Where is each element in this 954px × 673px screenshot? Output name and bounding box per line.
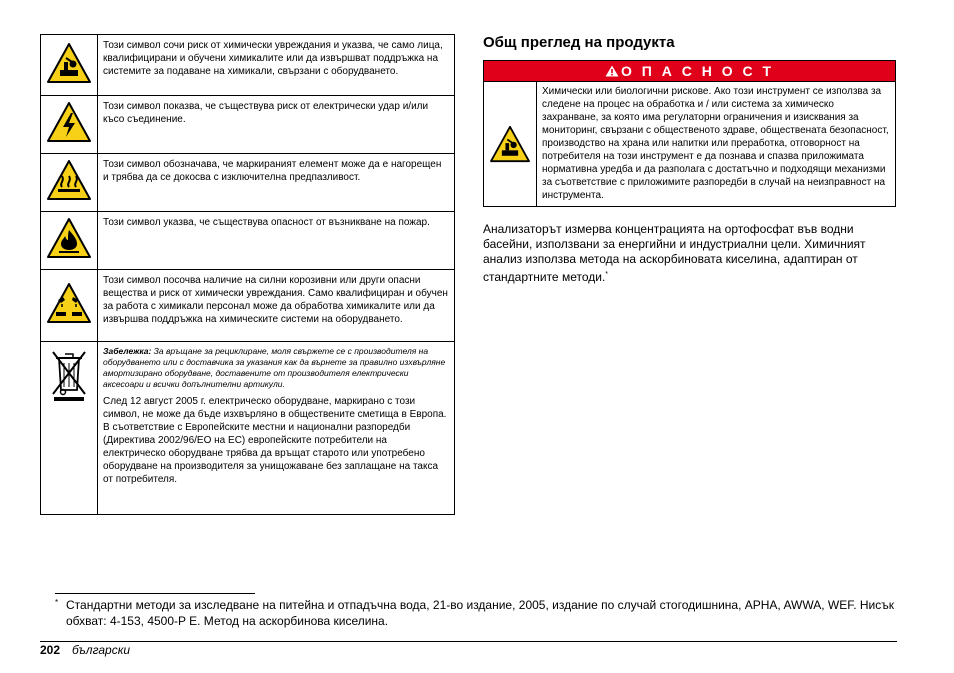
weee-crossed-bin-icon bbox=[50, 348, 88, 402]
hot-surface-icon bbox=[46, 159, 92, 201]
symbol-cell bbox=[41, 96, 98, 154]
symbol-description: Този символ обозначава, че маркираният елемент може да е нагорещен и трябва да се докосва с изключителна предпазливост. bbox=[98, 154, 455, 212]
fire-hazard-icon bbox=[46, 217, 92, 259]
symbol-description bbox=[98, 342, 455, 515]
danger-icon-cell bbox=[484, 82, 537, 206]
warning-triangle-icon bbox=[605, 65, 619, 77]
danger-label: О П А С Н О С Т bbox=[620, 63, 775, 79]
paragraph-text: Анализаторът измерва концентрацията на ортофосфат във водни басейни, използвани за енергийни и индустриални цели. Химичният анализ използва метода на аскорбиновата киселина, адаптиран от стандартните методи. bbox=[483, 222, 866, 284]
page-footer-divider bbox=[40, 641, 897, 642]
page-number: 202 bbox=[40, 643, 61, 657]
symbol-description: Този символ сочи риск от химически увреждания и указва, че само лица, квалифицирани и обучени химикалите или да извършват поддръжка на системите за подаване на химикали, свързани с оборудването. bbox=[98, 35, 455, 96]
symbol-cell bbox=[41, 154, 98, 212]
note-label: Забележка: bbox=[103, 346, 152, 356]
footnote-reference: * bbox=[605, 271, 609, 278]
weee-text: След 12 август 2005 г. електрическо оборудване, маркирано с този символ, не може да бъде изхвърляно в обществените сметища в Европа. В съответствие с Европейските местни и национални разпоредби (Директива 2002/96/ЕО на ЕС) европейските потребители на електрическо оборудване трябва да връщат старото или употребено оборудване на производителя за унищожаване без заплащане на такса от потребителя. bbox=[103, 396, 447, 485]
table-row bbox=[41, 270, 455, 342]
language-label: български bbox=[72, 643, 131, 657]
danger-box bbox=[483, 60, 896, 207]
footnote-divider bbox=[55, 593, 255, 594]
table-row bbox=[41, 96, 455, 154]
footnote-text: Стандартни методи за изследване на питейна и отпадъчна вода, 21-во издание, 2005, издание по случай стогодишнина, APHA, AWWA, WEF. Нисък обхват: 4-153, 4500-P E. Метод на аскорбинова киселина. bbox=[66, 598, 894, 628]
danger-text: Химически или биологични рискове. Ако този инструмент се използва за следене на процес на обработка и / или система за химическо захранване, за която има регулаторни ограничения и изисквания за мониторинг, свързани с общественото здраве, обществената безопасност, производство на храна или напитки или преработка, отговорност на потребителя на този инструмент е да познава и спазва приложимата нормативна уредба и да разполага с достатъчно и подходящи механизми за съответствие с приложимите разпоредби в случай на неизправност на инструмента. bbox=[542, 86, 889, 201]
table-row bbox=[41, 212, 455, 270]
chemical-hazard-icon bbox=[46, 42, 92, 84]
safety-symbols-table bbox=[40, 34, 455, 515]
symbol-cell bbox=[41, 342, 98, 515]
symbol-cell bbox=[41, 35, 98, 96]
footnote bbox=[55, 597, 915, 629]
danger-header bbox=[484, 61, 895, 82]
product-overview-paragraph bbox=[483, 222, 897, 285]
table-row bbox=[41, 342, 455, 515]
symbol-description: Този символ показва, че съществува риск от електрически удар и/или късо съединение. bbox=[98, 96, 455, 154]
electrical-hazard-icon bbox=[46, 101, 92, 143]
table-row bbox=[41, 154, 455, 212]
symbol-cell bbox=[41, 212, 98, 270]
danger-body bbox=[484, 82, 895, 206]
corrosive-hazard-icon bbox=[46, 282, 92, 324]
symbol-description: Този символ указва, че съществува опасност от възникване на пожар. bbox=[98, 212, 455, 270]
symbol-description: Този символ посочва наличие на силни корозивни или други опасни вещества и риск от химически увреждания. Само квалифициран и обучен за работа с химикали персонал може да обработва химикалите или да извършва поддръжка на химическите системи на оборудването. bbox=[98, 270, 455, 342]
recycling-note bbox=[103, 346, 449, 390]
symbol-cell bbox=[41, 270, 98, 342]
footnote-mark: * bbox=[55, 598, 59, 607]
section-title: Общ преглед на продукта bbox=[483, 34, 675, 51]
chemical-hazard-icon bbox=[489, 125, 531, 163]
note-text: За връщане за рециклиране, моля свържете се с производителя на оборудването или с доставчика за указания как да върнете за правилно изхвърляне амортизирано оборудване, доставените от производителя електрически аксесоари и всички допълнителни артикули. bbox=[103, 346, 446, 389]
table-row bbox=[41, 35, 455, 96]
